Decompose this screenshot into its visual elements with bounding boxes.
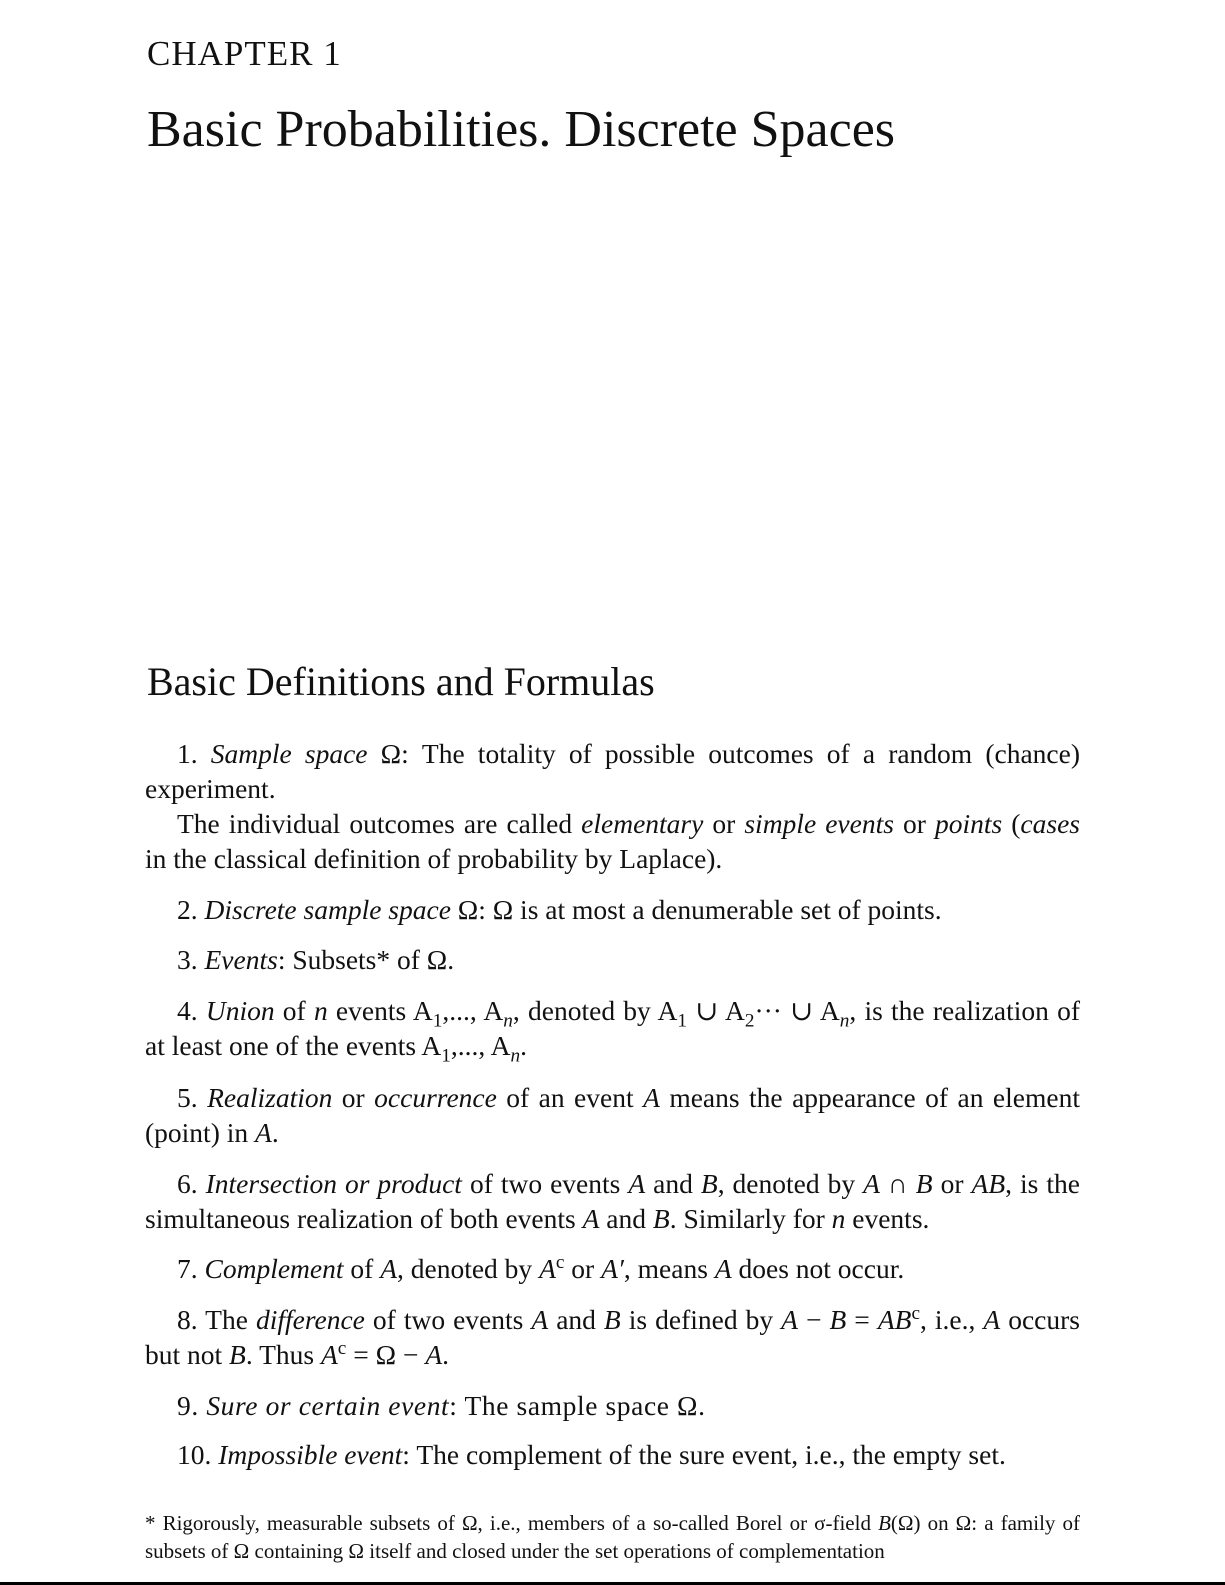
definition-10: 10. Impossible event: The complement of the sure event, i.e., the empty set. [177, 1439, 1006, 1470]
definition-6: 6. Intersection or product of two events A and B, denoted by A ∩ B or AB, is the simultaneous realization of both events A and B. Similarly for n events. [145, 1168, 1080, 1234]
definition-7: 7. Complement of A, denoted by $A^c$ or A′, means A does not occur. [177, 1251, 905, 1284]
definition-2: 2. Discrete sample space Ω: Ω is at most a denumerable set of points. [177, 894, 942, 925]
footnote: * Rigorously, measurable subsets of Ω, i.e., members of a so-called Borel or σ-field B(Ω) on Ω: a family of subsets of Ω containing Ω itself and closed under the set operations of complementation [145, 1511, 1080, 1563]
chapter-label: CHAPTER 1 [147, 34, 342, 73]
definition-9: 9. Sure or certain event: The sample space Ω. [177, 1390, 706, 1421]
definition-8: 8. The difference of two events A and B is defined by $A - B = AB^c$, i.e., A occurs but not B. Thus $A^c = \Omega - A$. [145, 1302, 1080, 1370]
definition-5: 5. Realization or occurrence of an event A means the appearance of an element (point) in A. [145, 1082, 1080, 1148]
chapter-title: Basic Probabilities. Discrete Spaces [147, 101, 896, 158]
definition-1-continuation: The individual outcomes are called elementary or simple events or points (cases in the classical definition of probability by Laplace). [145, 808, 1080, 874]
definition-3: 3. Events: Subsets* of Ω. [177, 944, 455, 975]
definition-1: 1. Sample space Ω: The totality of possible outcomes of a random (chance) experiment. [145, 738, 1080, 804]
definition-4: 4. Union of n events $A_1$,..., $A_n$, denoted by $A_1$ ∪ $A_2\cdot\cdot\cdot$ ∪ $A_n$, is the realization of at least one of the events $A_1$,..., $A_n$. [145, 995, 1080, 1067]
section-heading: Basic Definitions and Formulas [147, 659, 655, 704]
